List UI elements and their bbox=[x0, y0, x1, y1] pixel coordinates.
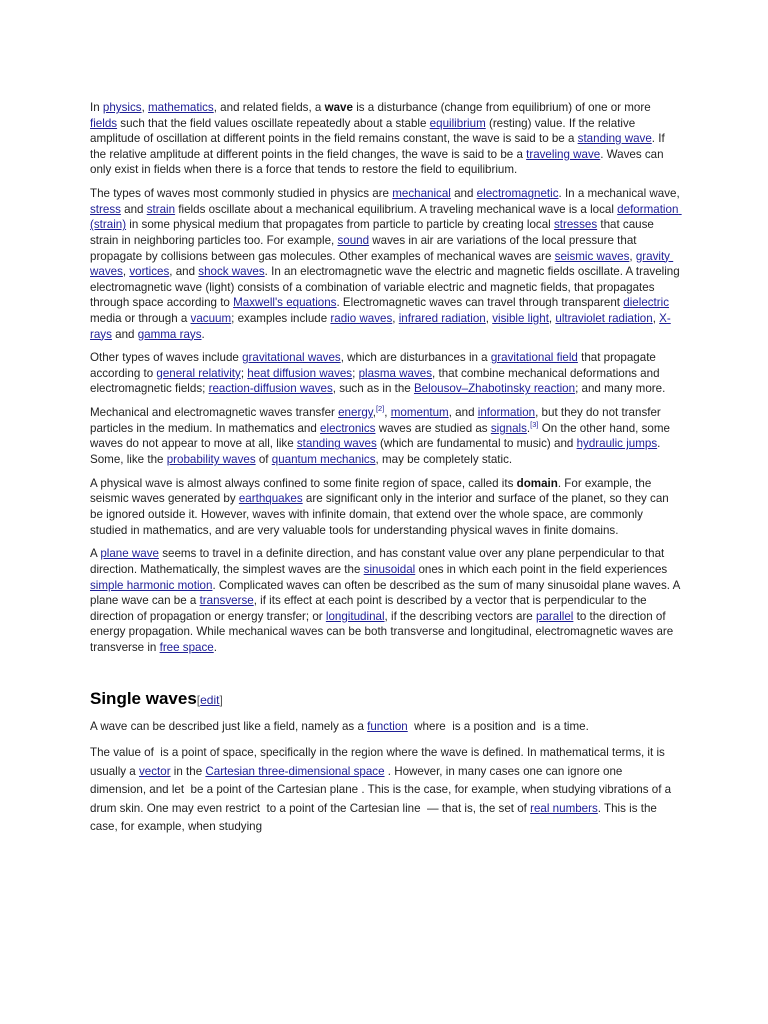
text-run: (resting) value. If the relative amplitude of oscillation at different points in the field remains constant, the wave is said to be a bbox=[90, 116, 639, 146]
link-gravitational-waves[interactable]: gravitational waves bbox=[242, 351, 341, 365]
section-paragraph-1 bbox=[90, 719, 680, 735]
text-run: waves in air are variations of the local pressure that propagate by collisions between gas molecules. Other examples of mechanical waves are bbox=[90, 233, 640, 263]
text-run: , bbox=[122, 265, 130, 279]
text-run: On the other hand, some waves do not appear to move at all, like bbox=[90, 421, 674, 451]
term-wave: wave bbox=[324, 101, 353, 114]
link-gamma-rays[interactable]: gamma rays bbox=[137, 327, 202, 341]
text-run: , bbox=[384, 406, 391, 420]
text-run: , bbox=[141, 101, 149, 114]
intro-paragraph-1 bbox=[90, 100, 680, 178]
link-heat-diffusion-waves[interactable]: heat diffusion waves bbox=[247, 366, 353, 380]
text-run: , but they do not transfer particles in the medium. In mathematics and bbox=[90, 406, 665, 435]
intro-paragraph-4 bbox=[90, 405, 680, 467]
text-run: and bbox=[120, 202, 147, 216]
citation-3 bbox=[530, 420, 538, 429]
section-heading bbox=[90, 689, 680, 710]
text-run: to the direction of energy propagation. While mechanical waves can be both transverse and longitudinal, electromagnetic waves are transverse in bbox=[90, 609, 677, 654]
text-run: A bbox=[90, 547, 101, 561]
text-run: of bbox=[255, 453, 272, 467]
link-electronics[interactable]: electronics bbox=[320, 421, 376, 435]
text-run: In bbox=[90, 101, 103, 114]
text-run: are significant only in the interior and surface of the planet, so they can be ignored outside it. However, waves with infinite domain, that extend over the whole space, are commonly studied in mathematics, and are very valuable tools for understanding physical waves in finite domains. bbox=[90, 492, 672, 537]
link-simple-harmonic-motion[interactable]: simple harmonic motion bbox=[90, 578, 213, 592]
text-run: is a disturbance (change from equilibrium) of one or more bbox=[352, 101, 654, 114]
text-run: . bbox=[213, 640, 217, 654]
text-run: . Electromagnetic waves can travel through transparent bbox=[336, 296, 624, 310]
link-cartesian-three-dimensional-space[interactable]: Cartesian three-dimensional space bbox=[205, 764, 385, 778]
text-run: fields oscillate about a mechanical equilibrium. A traveling mechanical wave is a local bbox=[175, 202, 618, 216]
text-run: that propagate according to bbox=[90, 351, 660, 380]
text-run: , if its effect at each point is described by a vector that is perpendicular to the direction of propagation or energy transfer; or bbox=[90, 594, 650, 623]
text-run: ; examples include bbox=[231, 311, 331, 325]
intro-paragraph-6 bbox=[90, 546, 683, 655]
text-run: . This is the case, for example, when studying bbox=[90, 801, 661, 834]
link-parallel[interactable]: parallel bbox=[535, 609, 574, 623]
link-real-numbers[interactable]: real numbers bbox=[530, 801, 598, 815]
text-run: , bbox=[629, 249, 636, 263]
text-run: The types of waves most commonly studied in physics are bbox=[90, 187, 393, 201]
text-run: ; and many more. bbox=[575, 382, 666, 396]
intro-paragraph-3 bbox=[90, 350, 680, 397]
citation-link-2[interactable]: [2] bbox=[375, 404, 385, 414]
link-dielectric[interactable]: dielectric bbox=[623, 296, 670, 310]
text-run: such that the field values oscillate repeatedly about a stable bbox=[117, 116, 430, 130]
text-run: that cause strain in neighboring particles too. For example, bbox=[90, 218, 658, 247]
text-run: ; bbox=[352, 366, 359, 380]
link-energy[interactable]: energy bbox=[338, 406, 373, 420]
article-body bbox=[90, 100, 683, 845]
text-run: . bbox=[201, 327, 205, 341]
text-run: , and bbox=[169, 265, 199, 279]
text-run: (which are fundamental to music) and bbox=[376, 437, 577, 451]
text-run: in the bbox=[170, 764, 206, 778]
link-traveling-wave[interactable]: traveling wave bbox=[526, 147, 601, 161]
text-run: , and related fields, a bbox=[213, 101, 325, 114]
text-run: , bbox=[548, 311, 556, 325]
link-general-relativity[interactable]: general relativity bbox=[156, 366, 241, 380]
link-mathematics[interactable]: mathematics bbox=[148, 101, 214, 114]
link-information[interactable]: information bbox=[477, 406, 536, 420]
link-x-rays[interactable]: X-rays bbox=[90, 311, 671, 341]
text-run: where is a position and is a time. bbox=[407, 719, 589, 733]
intro-paragraph-2 bbox=[90, 186, 683, 342]
text-run: , bbox=[392, 311, 399, 325]
text-run: . In a mechanical wave, bbox=[558, 187, 683, 201]
edit-link[interactable]: edit bbox=[200, 692, 220, 707]
text-run: . Some, like the bbox=[90, 437, 664, 467]
text-run: , if the describing vectors are bbox=[384, 609, 536, 623]
edit-section bbox=[197, 693, 223, 707]
link-quantum-mechanics[interactable]: quantum mechanics bbox=[271, 453, 376, 467]
link-infrared-radiation[interactable]: infrared radiation bbox=[398, 311, 486, 325]
link-vector[interactable]: vector bbox=[138, 764, 171, 778]
link-physics[interactable]: physics bbox=[102, 101, 142, 114]
link-vacuum[interactable]: vacuum bbox=[190, 311, 232, 325]
text-run: . Complicated waves can often be described as the sum of many sinusoidal plane waves. A plane wave can be a bbox=[90, 578, 683, 608]
link-probability-waves[interactable]: probability waves bbox=[166, 453, 256, 467]
text-run: . In an electromagnetic wave the electric and magnetic fields oscillate. A traveling electromagnetic wave (light) consists of a combination of variable electric and magnetic fields, that propagates through space according to bbox=[90, 265, 683, 310]
text-run: The value of is a point of space, specifically in the region where the wave is defined. In mathematical terms, it is usually a bbox=[90, 746, 669, 778]
link-visible-light[interactable]: visible light bbox=[492, 311, 549, 325]
text-run: and bbox=[450, 187, 477, 201]
text-run: . However, in many cases one can ignore one dimension, and let be a point of the Cartesian plane . This is the case, for example, when studying vibrations of a drum skin. One may even restrict to a point of the Cartesian line — that is, the set of bbox=[90, 764, 675, 815]
text-run: media or through a bbox=[90, 296, 673, 325]
text-run: , such as in the bbox=[332, 382, 414, 396]
link-fields[interactable]: fields bbox=[90, 116, 118, 130]
link-maxwell-s-equations[interactable]: Maxwell's equations bbox=[233, 296, 337, 310]
text-run: , may be completely static. bbox=[375, 453, 513, 467]
edit-bracket-close: ] bbox=[219, 692, 223, 707]
text-run: , which are disturbances in a bbox=[340, 351, 491, 365]
text-run: . Waves can only exist in fields when there is a force that tends to restore the field to equilibrium. bbox=[90, 147, 667, 177]
link-stress[interactable]: stress bbox=[90, 202, 121, 216]
link-free-space[interactable]: free space bbox=[159, 640, 214, 654]
text-run: waves are studied as bbox=[375, 421, 491, 435]
link-standing-waves[interactable]: standing waves bbox=[296, 437, 377, 451]
link-stresses[interactable]: stresses bbox=[553, 218, 598, 232]
text-run: A wave can be described just like a field, namely as a bbox=[90, 719, 368, 733]
text-run: , that combine mechanical deformations and electromagnetic fields; bbox=[90, 366, 663, 396]
link-function[interactable]: function bbox=[367, 719, 408, 733]
citation-link-3[interactable]: [3] bbox=[530, 419, 539, 429]
link-reaction-diffusion-waves[interactable]: reaction-diffusion waves bbox=[208, 382, 333, 396]
text-run: . If the relative amplitude at different points in the field changes, the wave is said to be a bbox=[90, 132, 668, 161]
link-seismic-waves[interactable]: seismic waves bbox=[554, 249, 630, 263]
link-signals[interactable]: signals bbox=[490, 421, 527, 435]
link-plasma-waves[interactable]: plasma waves bbox=[358, 366, 433, 380]
link-transverse[interactable]: transverse bbox=[199, 594, 254, 608]
link-longitudinal[interactable]: longitudinal bbox=[325, 609, 385, 623]
link-equilibrium[interactable]: equilibrium bbox=[429, 116, 486, 130]
text-run: . bbox=[526, 421, 531, 435]
text-run: , bbox=[652, 311, 660, 325]
text-run: , bbox=[485, 311, 493, 325]
link-sound[interactable]: sound bbox=[337, 233, 370, 247]
link-hydraulic-jumps[interactable]: hydraulic jumps bbox=[576, 437, 658, 451]
text-run: seems to travel in a definite direction, and has constant value over any plane perpendicular to that direction. Mathematically, the simplest waves are the bbox=[90, 547, 668, 576]
term-domain: domain bbox=[516, 476, 558, 490]
link-radio-waves[interactable]: radio waves bbox=[330, 311, 393, 325]
link-sinusoidal[interactable]: sinusoidal bbox=[363, 562, 416, 576]
section-paragraph-2 bbox=[90, 744, 680, 837]
section-title: Single waves bbox=[90, 688, 197, 708]
link-belousov-zhabotinsky-reaction[interactable]: Belousov–Zhabotinsky reaction bbox=[413, 382, 576, 396]
link-electromagnetic[interactable]: electromagnetic bbox=[476, 187, 559, 201]
link-strain[interactable]: strain bbox=[146, 202, 176, 216]
text-run: , bbox=[372, 406, 376, 420]
text-run: and bbox=[111, 327, 138, 341]
text-run: A physical wave is almost always confined to some finite region of space, called its bbox=[90, 476, 517, 490]
link-ultraviolet-radiation[interactable]: ultraviolet radiation bbox=[555, 311, 653, 325]
intro-paragraph-5 bbox=[90, 476, 680, 538]
text-run: ones in which each point in the field experiences bbox=[415, 562, 671, 576]
link-gravitational-field[interactable]: gravitational field bbox=[490, 351, 578, 365]
link-plane-wave[interactable]: plane wave bbox=[100, 547, 159, 561]
text-run: ; bbox=[240, 366, 248, 380]
text-run: Other types of waves include bbox=[90, 351, 243, 365]
edit-bracket-open: [ bbox=[196, 692, 201, 707]
link-gravity-waves[interactable]: gravity waves bbox=[90, 249, 674, 279]
text-run: Mechanical and electromagnetic waves transfer bbox=[90, 406, 339, 420]
link-vortices[interactable]: vortices bbox=[129, 265, 170, 279]
link-momentum[interactable]: momentum bbox=[390, 406, 449, 420]
link-mechanical[interactable]: mechanical bbox=[392, 187, 451, 201]
link-earthquakes[interactable]: earthquakes bbox=[238, 492, 303, 506]
text-run: . For example, the seismic waves generated by bbox=[90, 476, 655, 506]
link-standing-wave[interactable]: standing wave bbox=[577, 132, 652, 146]
text-run: , and bbox=[448, 406, 478, 420]
link-deformation-strain[interactable]: deformation (strain) bbox=[90, 202, 682, 232]
text-run: in some physical medium that propagates from particle to particle by creating local bbox=[126, 218, 554, 232]
link-shock-waves[interactable]: shock waves bbox=[198, 265, 265, 279]
